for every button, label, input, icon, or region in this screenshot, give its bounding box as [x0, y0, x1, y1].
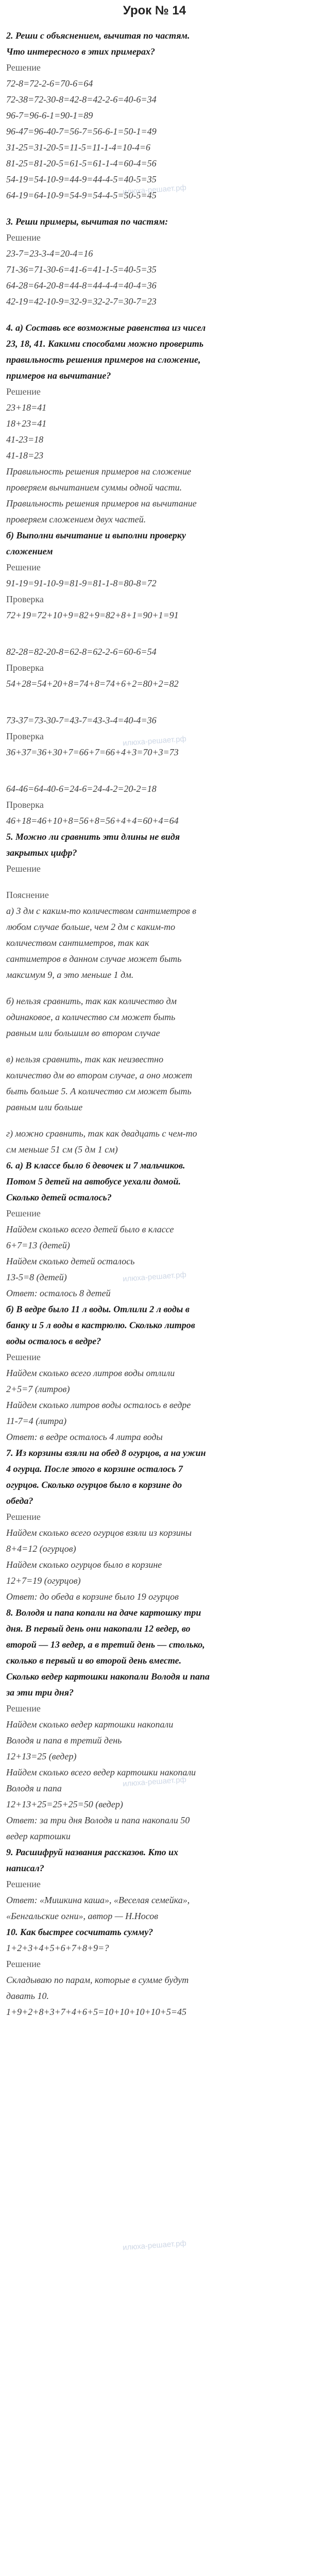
solution-line: 11-7=4 (литра) — [6, 1416, 67, 1426]
task-question-line: Потом 5 детей на автобусе уехали домой. — [6, 1176, 181, 1187]
solution-line: Ответ: в ведре осталось 4 литра воды — [6, 1432, 163, 1442]
spacer — [6, 983, 303, 993]
section-label: Решение — [6, 232, 41, 243]
task-question-line: 8. Володя и папа копали на даче картошку три — [6, 1607, 201, 1618]
solution-line: 64-28=64-20-8=44-8=44-4-4=40-4=36 — [6, 280, 157, 291]
spacer — [6, 877, 303, 887]
page-title: Урок № 14 — [123, 4, 186, 18]
task-question-line: за эти три дня? — [6, 1687, 74, 1698]
solution-line: Володя и папа в третий день — [6, 1735, 122, 1745]
spacer — [6, 771, 303, 781]
solution-line: 82-28=82-20-8=62-8=62-2-6=60-6=54 — [6, 647, 157, 657]
task-question-line: 4. а) Составь все возможные равенства из чисел — [6, 323, 206, 333]
solution-line: Правильность решения примеров на вычитание — [6, 498, 197, 509]
solution-line: 73-37=73-30-7=43-7=43-3-4=40-4=36 — [6, 715, 157, 725]
solution-line: сантиметров в данном случае может быть — [6, 954, 182, 964]
task-question-line: Что интересного в этих примерах? — [6, 46, 155, 57]
solution-line: 13-5=8 (детей) — [6, 1272, 67, 1282]
task-question-line: примеров на вычитание? — [6, 370, 111, 381]
spacer — [6, 310, 303, 320]
solution-line: 96-7=96-6-1=90-1=89 — [6, 110, 93, 121]
section-label: Решение — [6, 1208, 41, 1218]
solution-line: 23-7=23-3-4=20-4=16 — [6, 248, 93, 259]
task-question-line: воды осталось в ведре? — [6, 1336, 101, 1346]
solution-line: 96-47=96-40-7=56-7=56-6-1=50-1=49 — [6, 126, 157, 137]
solution-line: 54+28=54+20+8=74+8=74+6+2=80+2=82 — [6, 679, 179, 689]
section-label: Решение — [6, 1879, 41, 1889]
spacer — [6, 1115, 303, 1126]
watermark: илюха-решает.рф — [122, 2239, 187, 2252]
solution-line: б) нельзя сравнить, так как количество дм — [6, 996, 177, 1006]
solution-line: 72-8=72-2-6=70-6=64 — [6, 78, 93, 89]
solution-line: 12+13=25 (ведер) — [6, 1751, 77, 1761]
solution-line: Ответ: до обеда в корзине было 19 огурцов — [6, 1591, 179, 1602]
solution-line: максимум 9, а это меньше 1 дм. — [6, 970, 134, 980]
solution-line: Найдем сколько всего ведер картошки накопали — [6, 1767, 196, 1777]
section-label: Проверка — [6, 663, 44, 673]
watermark: илюха-решает.рф — [122, 1270, 187, 1284]
task-question-line: банку и 5 л воды в кастрюлю. Сколько литров — [6, 1320, 195, 1330]
solution-line: Найдем сколько детей осталось — [6, 1256, 135, 1266]
solution-line: 41-18=23 — [6, 450, 44, 461]
section-label: Решение — [6, 1352, 41, 1362]
solution-line: Ответ: «Мишкина каша», «Веселая семейка», — [6, 1895, 190, 1905]
solution-line: 54-19=54-10-9=44-9=44-4-5=40-5=35 — [6, 174, 157, 184]
task-question-line: б) В ведре было 11 л воды. Отлили 2 л воды в — [6, 1304, 190, 1314]
spacer — [6, 634, 303, 644]
task-question-line: сложением — [6, 546, 53, 556]
section-label: Проверка — [6, 731, 44, 741]
solution-line: проверяем вычитанием суммы одной части. — [6, 482, 182, 493]
task-question-line: сколько в первый и во второй день вместе. — [6, 1655, 182, 1666]
solution-line: 31-25=31-20-5=11-5=11-1-4=10-4=6 — [6, 142, 151, 152]
section-label: Решение — [6, 1512, 41, 1522]
solution-line: 2+5=7 (литров) — [6, 1384, 70, 1394]
watermark: илюха-решает.рф — [122, 1775, 187, 1789]
solution-line: Володя и папа — [6, 1783, 62, 1793]
solution-line: ведер картошки — [6, 1831, 71, 1841]
task-question-line: второй — 13 ведер, а в третий день — столько, — [6, 1639, 205, 1650]
task-question-line: б) Выполни вычитание и выполни проверку — [6, 530, 186, 540]
task-question-line: Сколько ведер картошки накопали Володя и папа — [6, 1671, 210, 1682]
spacer — [6, 204, 303, 214]
solution-line: 12+7=19 (огурцов) — [6, 1575, 81, 1586]
solution-line: 1+2+3+4+5+6+7+8+9=? — [6, 1943, 109, 1953]
solution-line: проверяем сложением двух частей. — [6, 514, 146, 524]
task-question-line: 23, 18, 41. Какими способами можно проверить — [6, 338, 204, 349]
solution-line: Найдем сколько ведер картошки накопали — [6, 1719, 174, 1730]
solution-line: 64-46=64-40-6=24-6=24-4-2=20-2=18 — [6, 784, 157, 794]
spacer — [6, 760, 303, 771]
solution-line: см меньше 51 см (5 дм 1 см) — [6, 1144, 118, 1155]
watermark: илюха-решает.рф — [122, 734, 187, 748]
solution-line: количеством сантиметров, так как — [6, 938, 149, 948]
solution-line: Складываю по парам, которые в сумме будут — [6, 1975, 189, 1985]
section-label: Проверка — [6, 594, 44, 604]
solution-line: любом случае больше, чем 2 дм с каким-то — [6, 922, 176, 932]
solution-line: 6+7=13 (детей) — [6, 1240, 70, 1250]
task-question-line: 9. Расшифруй названия рассказов. Кто их — [6, 1847, 179, 1857]
task-question-line: обеда? — [6, 1496, 33, 1506]
task-question-line: 4 огурца. После этого в корзине осталось 7 — [6, 1464, 183, 1474]
watermark: илюха-решает.рф — [122, 183, 187, 197]
solution-line: 36+37=36+30+7=66+7=66+4+3=70+3=73 — [6, 747, 179, 757]
section-label: Решение — [6, 1959, 41, 1969]
solution-line: а) 3 дм с каким-то количеством сантиметров в — [6, 906, 197, 916]
solution-line: 41-23=18 — [6, 434, 44, 445]
solution-line: 23+18=41 — [6, 402, 47, 413]
solution-line: Найдем сколько всего огурцов взяли из корзины — [6, 1528, 192, 1538]
task-question-line: огурцов. Сколько огурцов было в корзине до — [6, 1480, 182, 1490]
solution-line: Ответ: за три дня Володя и папа накопали 50 — [6, 1815, 190, 1825]
solution-line: в) нельзя сравнить, так как неизвестно — [6, 1054, 164, 1064]
solution-line: 91-19=91-10-9=81-9=81-1-8=80-8=72 — [6, 578, 157, 588]
solution-line: 42-19=42-10-9=32-9=32-2-7=30-7=23 — [6, 296, 157, 307]
section-label: Проверка — [6, 800, 44, 810]
lesson-content — [6, 28, 303, 2020]
spacer — [6, 702, 303, 713]
spacer — [6, 623, 303, 634]
solution-line: Найдем сколько огурцов было в корзине — [6, 1560, 162, 1570]
task-question-line: 2. Реши с объяснением, вычитая по частям. — [6, 30, 190, 41]
task-question-line: написал? — [6, 1863, 44, 1873]
task-question-line: 7. Из корзины взяли на обед 8 огурцов, а на ужин — [6, 1448, 206, 1458]
solution-line: «Бенгальские огни», автор — Н.Носов — [6, 1911, 159, 1921]
solution-line: равным или больше — [6, 1102, 83, 1112]
task-question-line: 3. Реши примеры, вычитая по частям: — [6, 216, 168, 227]
section-label: Решение — [6, 562, 41, 572]
section-label: Решение — [6, 386, 41, 397]
solution-line: Найдем сколько всего детей было в классе — [6, 1224, 174, 1234]
section-label: Решение — [6, 863, 41, 874]
task-question-line: 10. Как быстрее сосчитать сумму? — [6, 1927, 153, 1937]
solution-line: 72+19=72+10+9=82+9=82+8+1=90+1=91 — [6, 610, 179, 620]
spacer — [6, 1041, 303, 1052]
solution-line: количество дм во втором случае, а оно может — [6, 1070, 193, 1080]
section-label: Пояснение — [6, 890, 49, 900]
task-question-line: дня. В первый день они накопали 12 ведер, во — [6, 1623, 191, 1634]
solution-line: г) можно сравнить, так как двадцать с чем-то — [6, 1128, 197, 1139]
solution-line: 64-19=64-10-9=54-9=54-4-5=50-5=45 — [6, 190, 157, 200]
solution-line: 72-38=72-30-8=42-8=42-2-6=40-6=34 — [6, 94, 157, 105]
solution-line: Найдем сколько литров воды осталось в ведре — [6, 1400, 191, 1410]
solution-line: одинаковое, а количество см может быть — [6, 1012, 176, 1022]
solution-line: 46+18=46+10+8=56+8=56+4+4=60+4=64 — [6, 816, 179, 826]
section-label: Решение — [6, 62, 41, 73]
solution-line: 12+13+25=25+25=50 (ведер) — [6, 1799, 123, 1809]
task-question-line: правильность решения примеров на сложение, — [6, 354, 201, 365]
solution-line: 81-25=81-20-5=61-5=61-1-4=60-4=56 — [6, 158, 157, 168]
task-question-line: Сколько детей осталось? — [6, 1192, 112, 1202]
task-question-line: 6. а) В классе было 6 девочек и 7 мальчиков. — [6, 1160, 185, 1171]
solution-line: равным или большим во втором случае — [6, 1028, 160, 1038]
solution-line: давать 10. — [6, 1991, 49, 2001]
solution-line: 1+9+2+8+3+7+4+6+5=10+10+10+10+5=45 — [6, 2007, 187, 2017]
solution-line: Ответ: осталось 8 детей — [6, 1288, 111, 1298]
task-question-line: закрытых цифр? — [6, 848, 77, 858]
solution-line: быть больше 5. А количество см может быть — [6, 1086, 192, 1096]
solution-line: 8+4=12 (огурцов) — [6, 1544, 76, 1554]
solution-line: Правильность решения примеров на сложение — [6, 466, 192, 477]
spacer — [6, 692, 303, 702]
solution-line: 18+23=41 — [6, 418, 47, 429]
section-label: Решение — [6, 1703, 41, 1714]
task-question-line: 5. Можно ли сравнить эти длины не видя — [6, 832, 180, 842]
solution-line: 71-36=71-30-6=41-6=41-1-5=40-5=35 — [6, 264, 157, 275]
solution-line: Найдем сколько всего литров воды отлили — [6, 1368, 175, 1378]
